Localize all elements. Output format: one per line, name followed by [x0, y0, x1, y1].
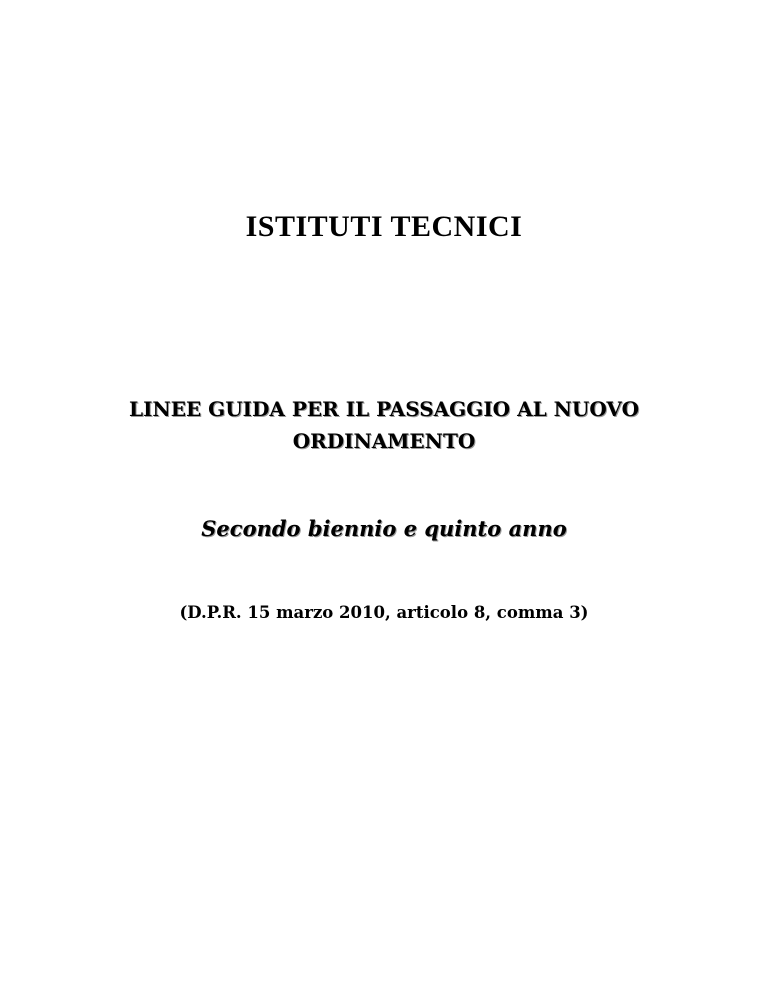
document-title: ISTITUTI TECNICI [245, 210, 523, 243]
subtitle-line-1: LINEE GUIDA PER IL PASSAGGIO AL NUOVO [129, 397, 639, 421]
legal-reference: (D.P.R. 15 marzo 2010, articolo 8, comma 3) [179, 603, 589, 622]
document-subtitle [0, 393, 768, 457]
section-heading: Secondo biennio e quinto anno [201, 516, 567, 541]
subtitle-line-2: ORDINAMENTO [292, 429, 476, 453]
